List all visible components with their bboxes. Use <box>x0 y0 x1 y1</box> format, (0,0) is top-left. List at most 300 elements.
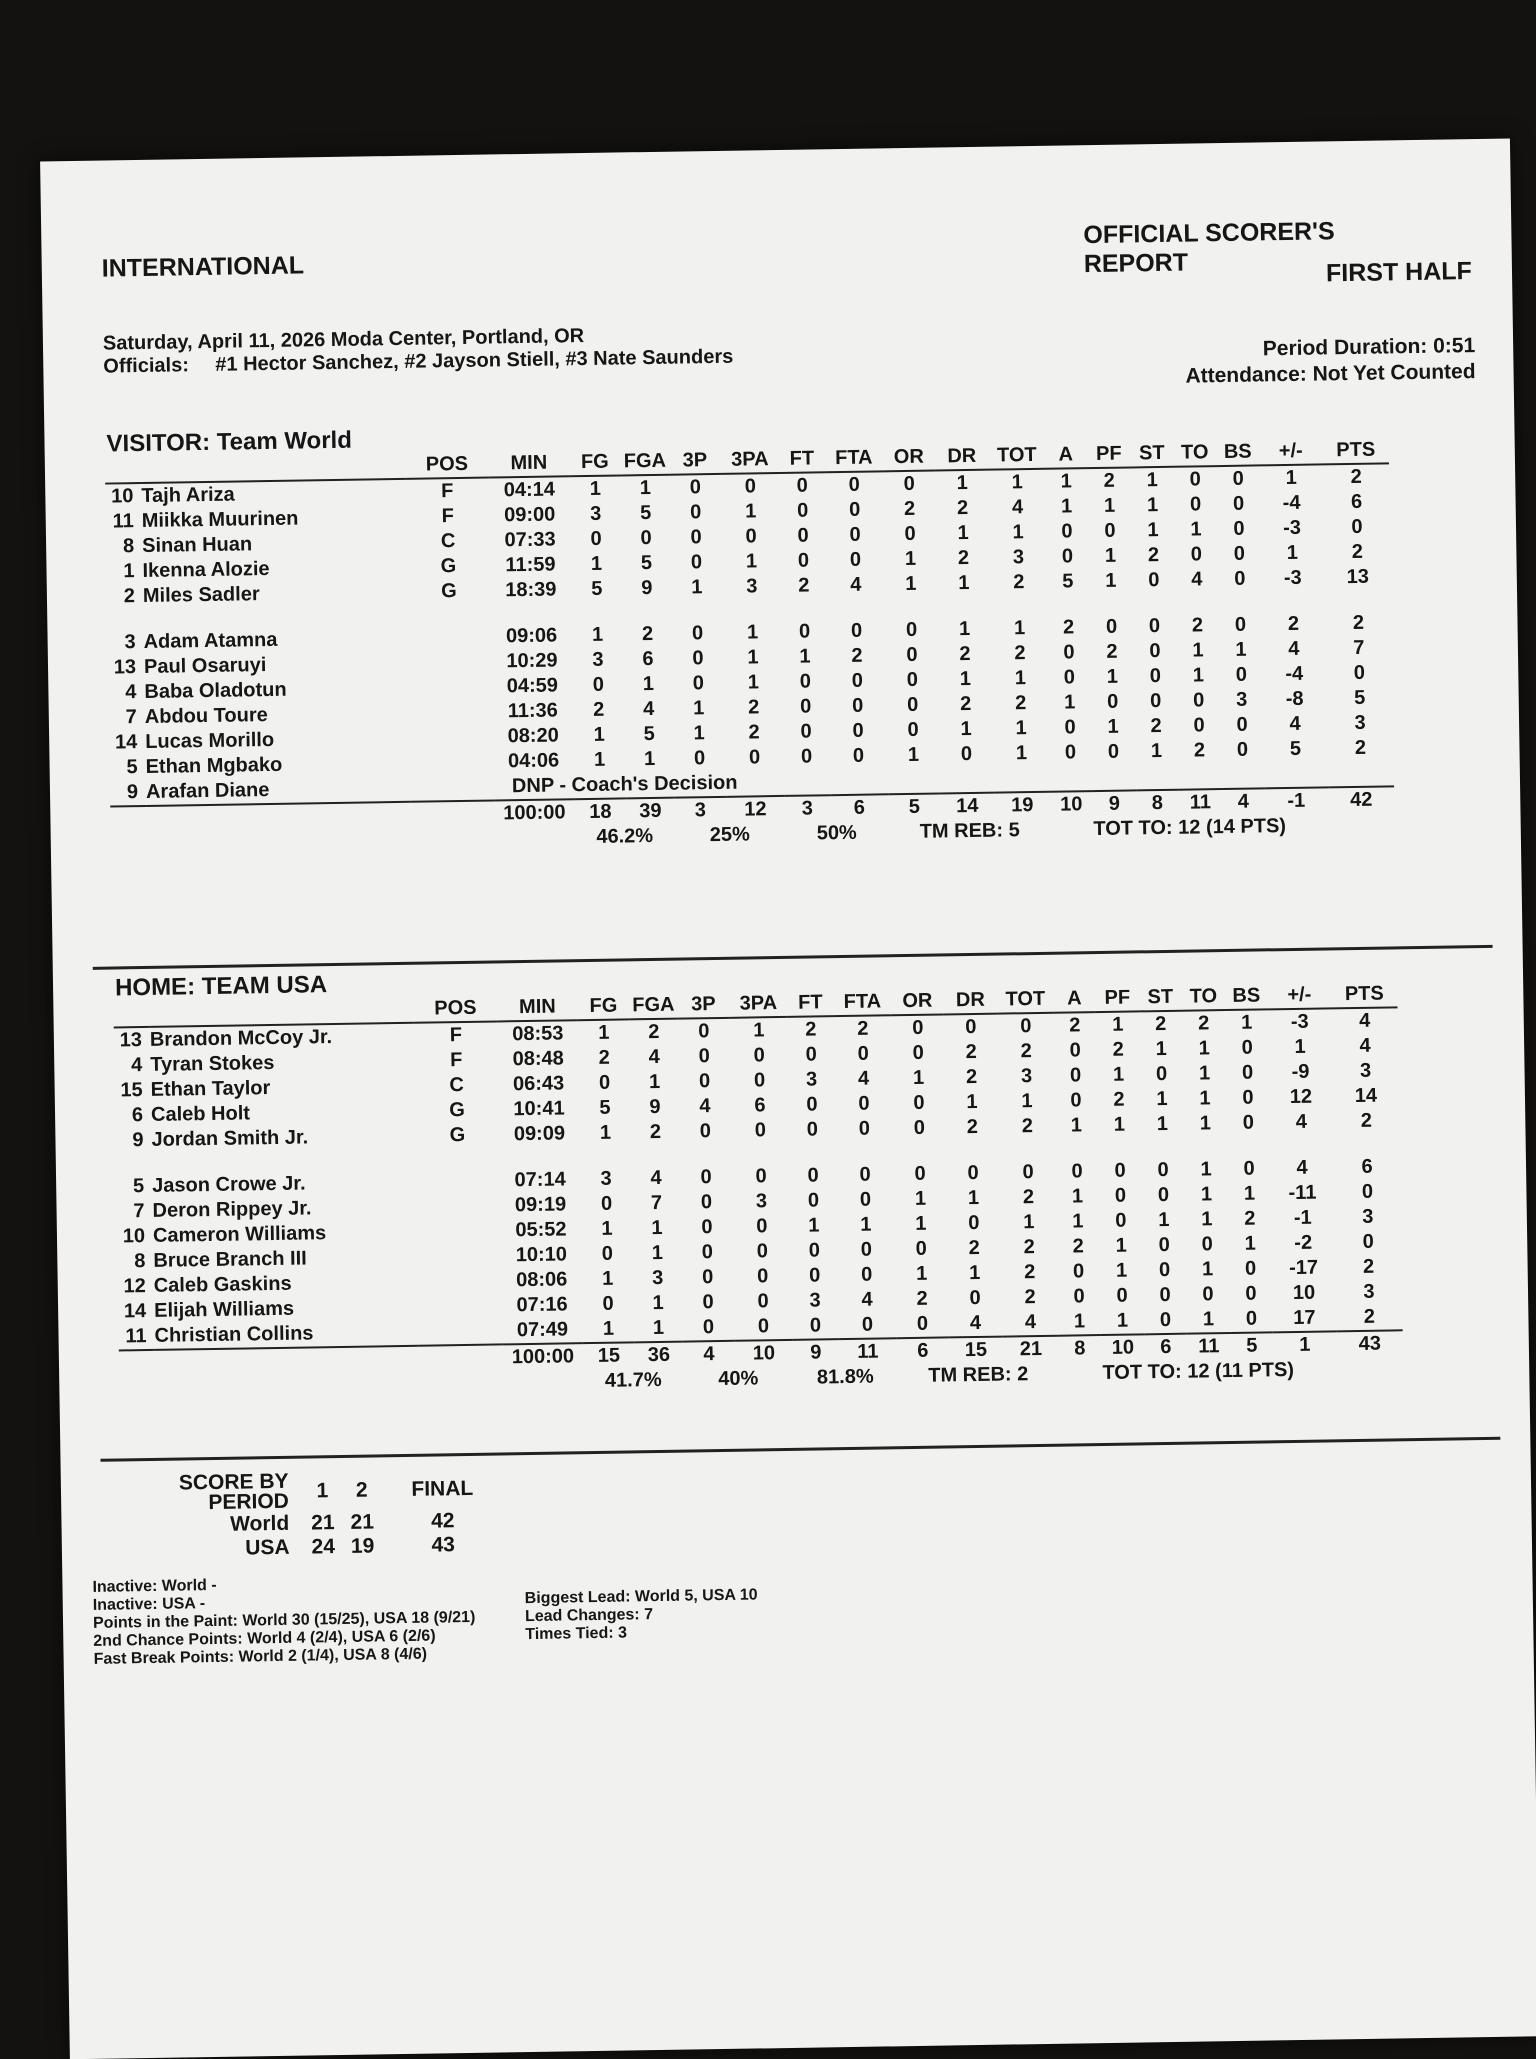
stat-cell: 0 <box>1159 1308 1172 1332</box>
column-header: 3PA <box>729 990 787 1018</box>
jersey-number: 4 <box>130 1054 143 1077</box>
stat-cell: 2 <box>968 1236 981 1260</box>
stat-cell: 0 <box>800 745 813 768</box>
stat-cell: 0 <box>849 523 861 546</box>
score-by-period <box>171 1469 483 1562</box>
player-position: G <box>440 555 457 578</box>
jersey-number: 13 <box>113 656 137 679</box>
stat-cell: 0 <box>745 525 757 548</box>
stat-cell: 1 <box>747 671 760 694</box>
column-header: OR <box>883 444 935 472</box>
stat-cell: 3 <box>1020 1065 1033 1088</box>
total-cell: 8 <box>1136 790 1178 817</box>
stat-cell: 13 <box>1346 565 1370 589</box>
player-position <box>416 1193 500 1219</box>
stat-cell: 1 <box>960 717 972 741</box>
home-box-score <box>113 980 1403 1400</box>
stat-cell: 9 <box>649 1095 661 1119</box>
stat-cell: 0 <box>906 643 918 666</box>
stat-cell: 0 <box>1020 1015 1032 1038</box>
stat-cell: 1 <box>1103 494 1116 517</box>
stat-cell: 2 <box>1020 1040 1032 1063</box>
stat-cell: 3 <box>651 1266 664 1290</box>
column-header: DR <box>935 443 989 471</box>
stat-cell: 3 <box>1354 711 1366 734</box>
player-position <box>418 1318 502 1345</box>
stat-cell: -1 <box>1293 1206 1312 1229</box>
player-name: Elijah Williams <box>153 1297 295 1322</box>
stat-cell: 0 <box>799 670 812 693</box>
total-cell: 12 <box>726 796 784 823</box>
stat-cell: 0 <box>1159 1283 1171 1307</box>
stat-cell: 0 <box>1022 1161 1034 1184</box>
column-header: TO <box>1181 983 1225 1011</box>
stat-cell: 1 <box>643 747 656 771</box>
stat-cell: 09:09 <box>513 1122 566 1146</box>
score-cell: 24 <box>311 1535 336 1559</box>
stat-cell: 2 <box>1147 544 1160 567</box>
stat-cell: 3 <box>1362 1205 1374 1228</box>
stat-cell: 0 <box>1104 519 1116 542</box>
stat-cell: 04:14 <box>503 478 556 502</box>
stat-cell: 2 <box>1062 616 1075 639</box>
total-cell: 3 <box>674 797 726 824</box>
column-header: ST <box>1131 440 1173 468</box>
stat-cell: 1 <box>959 667 972 691</box>
stat-cell: 2 <box>1198 1012 1210 1035</box>
total-cell: 42 <box>1328 786 1394 813</box>
stat-cell: 0 <box>1245 1282 1257 1305</box>
stat-cell: 1 <box>589 477 602 500</box>
column-header: FGA <box>629 992 677 1020</box>
stat-cell: 1 <box>1156 1087 1168 1111</box>
stat-cell: 07:16 <box>516 1293 568 1317</box>
stat-cell: 2 <box>1362 1255 1375 1278</box>
three-point-percentage: 40% <box>718 1366 759 1390</box>
stat-cell: 1 <box>915 1262 928 1285</box>
stat-cell: 1 <box>747 646 759 669</box>
stat-cell: 10:10 <box>515 1243 568 1267</box>
stat-cell: 4 <box>857 1067 870 1090</box>
stat-cell: 09:00 <box>503 503 556 527</box>
stat-cell: 0 <box>1233 542 1246 565</box>
stat-cell: 1 <box>1147 519 1159 542</box>
stat-cell: 2 <box>748 696 760 719</box>
stat-cell: 0 <box>1149 665 1162 688</box>
stat-cell: 0 <box>753 1069 766 1092</box>
total-cell: 43 <box>1337 1330 1403 1357</box>
stat-cell: 0 <box>1061 545 1074 568</box>
column-header: MIN <box>497 993 577 1021</box>
stat-cell: 18:39 <box>505 578 557 602</box>
stat-cell: 0 <box>852 744 865 767</box>
stat-cell: 0 <box>808 1239 821 1262</box>
stat-cell: 1 <box>904 547 917 571</box>
stat-cell: 0 <box>859 1163 871 1186</box>
stat-cell: 0 <box>701 1216 713 1239</box>
stat-cell: 1 <box>1158 1208 1170 1232</box>
stat-cell: 0 <box>800 695 812 718</box>
stat-cell: 0 <box>906 668 919 691</box>
stat-cell: 0 <box>903 472 915 496</box>
stat-cell: 2 <box>1363 1305 1376 1328</box>
visitor-box-score <box>105 436 1395 856</box>
total-cell: 10 <box>1101 1334 1145 1361</box>
stat-cell: 0 <box>1202 1283 1214 1306</box>
stat-cell: 0 <box>1114 1159 1126 1182</box>
total-cell: 8 <box>1059 1335 1101 1362</box>
player-position: F <box>441 505 454 528</box>
stat-cell: 1 <box>860 1213 872 1236</box>
jersey-number: 12 <box>123 1275 146 1298</box>
stat-cell: 0 <box>1148 615 1161 638</box>
stat-cell: 5 <box>640 551 653 575</box>
player-position <box>407 625 491 651</box>
stat-cell: 0 <box>797 549 810 572</box>
player-position: F <box>449 1049 463 1072</box>
stat-cell: 1 <box>642 672 655 696</box>
stat-cell: 0 <box>700 1191 713 1214</box>
stat-cell: 1 <box>967 1186 980 1210</box>
stat-cell: 0 <box>1105 615 1118 638</box>
stat-cell: 1 <box>1060 470 1072 493</box>
player-name: Brandon McCoy Jr. <box>149 1026 333 1051</box>
stat-cell: 0 <box>1069 1064 1082 1087</box>
stat-cell: 5 <box>1353 686 1366 709</box>
stat-cell: 0 <box>701 1241 714 1264</box>
stat-cell: 1 <box>651 1216 663 1240</box>
player-name: Ethan Taylor <box>150 1077 271 1101</box>
stat-cell: 2 <box>851 644 863 667</box>
column-header: DR <box>943 987 997 1015</box>
stat-cell: 0 <box>1158 1233 1170 1257</box>
stat-cell: 1 <box>1198 1062 1211 1085</box>
player-name: Ikenna Alozie <box>142 557 270 582</box>
stat-cell: 2 <box>1023 1261 1036 1284</box>
player-name: Bruce Branch III <box>153 1247 307 1272</box>
points-in-paint: Points in the Paint: World 30 (15/25), USA 18 (9/21) <box>92 1608 476 1632</box>
stat-cell: 1 <box>753 1019 765 1042</box>
stat-cell: 1 <box>966 1090 978 1114</box>
total-cell: 5 <box>888 793 940 820</box>
stat-cell: 1 <box>1286 541 1299 565</box>
player-name: Ethan Mgbako <box>145 753 283 778</box>
stat-cell: 3 <box>746 575 758 598</box>
stat-cell: 0 <box>744 475 757 498</box>
second-chance-points: 2nd Chance Points: World 4 (2/4), USA 6 (2/6) <box>93 1627 436 1650</box>
team-rebounds: TM REB: 5 <box>919 818 1020 843</box>
jersey-number: 15 <box>120 1079 143 1102</box>
column-header: 3PA <box>721 446 779 474</box>
stat-cell: 4 <box>850 573 862 596</box>
stat-cell: 0 <box>689 501 702 524</box>
player-name: Tajh Ariza <box>141 483 235 507</box>
stat-cell: 1 <box>1012 521 1024 544</box>
player-position <box>418 1268 502 1294</box>
lead-changes: Lead Changes: 7 <box>524 1606 654 1626</box>
column-header: ST <box>1139 984 1181 1012</box>
column-header: PTS <box>1331 980 1397 1008</box>
stat-cell: 2 <box>805 1018 817 1041</box>
player-name: Arafan Diane <box>145 779 270 803</box>
stat-cell: 0 <box>809 1314 822 1337</box>
total-turnovers: TOT TO: 12 (14 PTS) <box>1093 814 1287 840</box>
stat-cell: 0 <box>1245 1307 1258 1330</box>
stat-cell: 2 <box>1014 642 1026 665</box>
player-name: Lucas Morillo <box>145 728 275 753</box>
player-name: Jason Crowe Jr. <box>152 1172 306 1197</box>
score-cell: 21 <box>350 1510 375 1534</box>
jersey-number: 7 <box>125 706 138 729</box>
stat-cell: 0 <box>748 746 761 769</box>
score-team: USA <box>245 1535 290 1560</box>
stat-cell: 4 <box>1288 637 1300 660</box>
stat-cell: 3 <box>809 1289 821 1312</box>
jersey-number: 8 <box>122 535 135 558</box>
column-header: FTA <box>833 988 891 1016</box>
stat-cell: 0 <box>1064 741 1077 764</box>
stat-cell: 0 <box>1361 1180 1374 1203</box>
stat-cell: -4 <box>1282 491 1301 515</box>
stat-cell: 3 <box>600 1167 612 1190</box>
stat-cell: 0 <box>1242 1086 1254 1109</box>
stat-cell: 1 <box>1015 742 1028 765</box>
stat-cell: 1 <box>1106 665 1119 688</box>
stat-cell: 0 <box>1189 493 1202 516</box>
stat-cell: 0 <box>1157 1183 1170 1207</box>
stat-cell: 0 <box>1236 713 1248 736</box>
stat-cell: 1 <box>1023 1211 1035 1234</box>
stat-cell: 1 <box>1243 1182 1256 1205</box>
stat-cell: 1 <box>601 1217 613 1240</box>
stat-cell: 0 <box>1115 1209 1127 1232</box>
player-name: Adam Atamna <box>143 628 278 653</box>
stat-cell: 10:29 <box>506 649 558 673</box>
stat-cell: 1 <box>1072 1210 1084 1233</box>
stat-cell: 08:53 <box>512 1022 564 1046</box>
column-header: PTS <box>1323 436 1389 464</box>
player-position <box>418 1293 502 1319</box>
stat-cell: 1 <box>1011 471 1023 494</box>
stat-cell: 1 <box>1199 1112 1212 1135</box>
stat-cell: 5 <box>643 722 655 746</box>
stat-cell: 1 <box>915 1212 927 1235</box>
officials-label: Officials: <box>103 354 190 378</box>
stat-cell: 0 <box>757 1315 770 1338</box>
stat-cell: 12 <box>1289 1085 1313 1109</box>
total-cell: 11 <box>1178 789 1222 816</box>
total-cell: 10 <box>735 1340 793 1367</box>
player-position: C <box>449 1074 465 1097</box>
stat-cell: 0 <box>857 1042 869 1065</box>
stat-cell: 3 <box>1363 1280 1375 1303</box>
total-cell: 5 <box>1231 1332 1273 1359</box>
jersey-number: 10 <box>122 1225 146 1248</box>
column-header: 3P <box>669 447 721 475</box>
stat-cell: 3 <box>1235 688 1248 711</box>
stat-cell: -3 <box>1282 516 1302 540</box>
stat-cell: 0 <box>598 1071 611 1094</box>
game-meta-right <box>1125 333 1476 390</box>
stat-cell: 0 <box>851 669 864 692</box>
ft-percentage: 50% <box>816 821 857 844</box>
stat-cell: 4 <box>861 1288 873 1311</box>
stat-cell: 0 <box>1063 641 1075 664</box>
times-tied: Times Tied: 3 <box>525 1624 628 1644</box>
stat-cell: 4 <box>1289 712 1301 735</box>
stat-cell: 4 <box>648 1045 660 1069</box>
player-position <box>409 749 493 775</box>
stat-cell: 1 <box>1201 1258 1214 1281</box>
stat-cell: 1 <box>744 500 757 523</box>
stat-cell: 0 <box>1233 517 1245 540</box>
total-cell: 4 <box>1222 788 1264 815</box>
stat-cell: 0 <box>907 718 919 741</box>
player-name: Miles Sadler <box>142 583 260 607</box>
stat-cell: 2 <box>649 1120 662 1144</box>
stat-cell: 0 <box>967 1161 979 1185</box>
fast-break-points: Fast Break Points: World 2 (1/4), USA 8 (4/6) <box>93 1645 428 1668</box>
stat-cell: 1 <box>907 743 920 766</box>
stat-cell: 0 <box>1073 1285 1085 1308</box>
stat-cell: 1 <box>1285 466 1297 490</box>
stat-cell: 1 <box>1112 1063 1125 1086</box>
stat-cell: 1 <box>1190 518 1202 541</box>
stat-cell: 0 <box>1069 1039 1081 1062</box>
stat-cell: 0 <box>1157 1158 1169 1182</box>
stat-cell: 2 <box>798 574 810 597</box>
total-cell: 4 <box>683 1341 735 1368</box>
player-name: Cameron Williams <box>152 1222 327 1247</box>
visitor-team-title: VISITOR: Team World <box>106 426 353 458</box>
stat-cell: 0 <box>640 526 652 550</box>
section-divider <box>93 945 1493 970</box>
player-position <box>408 675 492 701</box>
stat-cell: 0 <box>806 1118 819 1141</box>
officials-names: #1 Hector Sanchez, #2 Jayson Stiell, #3 Nate Saunders <box>215 345 734 376</box>
period-duration: Period Duration: 0:51 <box>1262 334 1476 361</box>
pct-spacer <box>1337 1356 1403 1381</box>
stat-cell: 1 <box>591 623 604 646</box>
stat-cell: 06:43 <box>512 1072 565 1096</box>
stat-cell: 11:36 <box>507 699 558 723</box>
total-cell: 1 <box>1273 1331 1337 1358</box>
player-position: F <box>441 480 454 503</box>
stat-cell: 1 <box>958 617 971 641</box>
stat-cell: 0 <box>1190 543 1203 566</box>
stat-cell: 0 <box>861 1313 874 1336</box>
stat-cell: 9 <box>641 576 653 600</box>
stat-cell: 7 <box>1353 636 1365 659</box>
stat-cell: 0 <box>852 719 864 742</box>
jersey-number: 13 <box>119 1029 143 1052</box>
stat-cell: 0 <box>689 476 702 499</box>
jersey-number: 9 <box>126 781 139 804</box>
column-header: PF <box>1095 984 1139 1012</box>
column-header: TOT <box>989 442 1045 470</box>
stat-cell: 1 <box>602 1317 615 1340</box>
stat-cell: 1 <box>808 1214 820 1237</box>
stat-cell: 0 <box>698 1070 711 1093</box>
player-name: Baba Oladotun <box>144 678 287 703</box>
stat-cell: 2 <box>956 497 969 520</box>
period-header: 1 <box>316 1479 329 1503</box>
column-header: TOT <box>997 986 1053 1014</box>
player-position <box>410 774 494 801</box>
jersey-number: 5 <box>132 1175 145 1198</box>
player-position <box>417 1243 501 1269</box>
column-header: FTA <box>825 444 883 472</box>
stat-cell: 0 <box>1149 640 1161 663</box>
stat-cell: 0 <box>1232 467 1244 490</box>
stat-cell: 5 <box>599 1096 611 1119</box>
column-header: BS <box>1225 982 1267 1010</box>
stat-cell: -2 <box>1294 1231 1313 1254</box>
total-cell: -1 <box>1264 787 1328 814</box>
score-cell: 21 <box>311 1511 335 1535</box>
score-row <box>172 1533 483 1562</box>
stat-cell: 0 <box>1244 1257 1257 1280</box>
player-position <box>409 700 493 726</box>
stat-cell: 0 <box>1353 661 1366 684</box>
total-cell: 100:00 <box>503 1343 583 1370</box>
stat-cell: 6 <box>1361 1155 1373 1178</box>
stat-cell: 0 <box>693 747 706 770</box>
stat-cell: 1 <box>1201 1208 1213 1231</box>
stat-cell: 2 <box>1354 736 1367 759</box>
section-divider <box>100 1437 1500 1462</box>
column-header: POS <box>413 994 497 1022</box>
stat-cell: 2 <box>1106 640 1118 663</box>
stat-cell: 1 <box>598 1021 610 1044</box>
stat-cell: 6 <box>642 647 654 671</box>
stat-cell: 05:52 <box>515 1218 567 1242</box>
stat-cell: 0 <box>1189 468 1201 491</box>
stat-cell: 0 <box>796 474 809 497</box>
stat-cell: 2 <box>1150 714 1162 738</box>
stat-cell: 6 <box>1350 490 1363 513</box>
stat-cell: 2 <box>598 1046 610 1069</box>
attendance: Attendance: Not Yet Counted <box>1185 360 1476 388</box>
stat-cell: 1 <box>1107 715 1119 738</box>
stat-cell: 0 <box>755 1165 767 1188</box>
stat-cell: 0 <box>1241 1061 1254 1084</box>
column-header: OR <box>891 987 943 1015</box>
total-cell: 18 <box>574 798 626 825</box>
stat-cell: 0 <box>1234 567 1246 590</box>
stat-cell: 7 <box>650 1191 663 1215</box>
column-header: 3P <box>677 991 729 1019</box>
stat-cell: 0 <box>858 1117 871 1140</box>
stat-cell: 0 <box>756 1240 769 1263</box>
stat-cell: 0 <box>1241 1036 1253 1059</box>
stat-cell: 2 <box>959 692 972 716</box>
stat-cell: 2 <box>1013 571 1025 594</box>
player-position <box>416 1168 500 1194</box>
stat-cell: 0 <box>1235 663 1248 686</box>
stat-cell: 0 <box>1232 492 1245 515</box>
stat-cell: 0 <box>805 1043 817 1066</box>
stat-cell: 0 <box>850 619 863 642</box>
stat-cell: 0 <box>1149 690 1162 713</box>
column-header: A <box>1045 441 1087 469</box>
stat-cell: 2 <box>1244 1207 1256 1230</box>
stat-cell: 1 <box>1146 469 1158 492</box>
stat-cell: 10 <box>1292 1281 1316 1305</box>
stat-cell: 5 <box>1062 570 1074 593</box>
stat-cell: 5 <box>1289 737 1302 760</box>
stat-cell: 0 <box>806 1093 818 1116</box>
